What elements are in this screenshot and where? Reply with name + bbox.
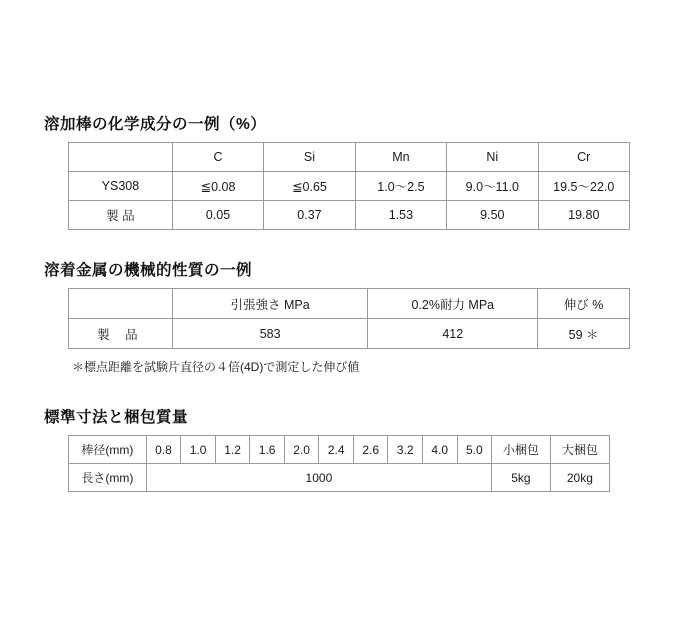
table-header-row	[69, 143, 630, 172]
cell-diameter-6: 2.6	[353, 436, 388, 464]
cell-diameter-1: 1.0	[181, 436, 216, 464]
table-chemical-composition	[68, 142, 630, 230]
cell-product-tensile-strength: 583	[172, 319, 368, 349]
header-cell-cr: Cr	[538, 143, 629, 172]
cell-small-package-weight: 5kg	[492, 464, 551, 492]
cell-diameter-4: 2.0	[284, 436, 319, 464]
row-label-length: 長さ(mm)	[69, 464, 147, 492]
footnote-elongation: ＊標点距離を試験片直径の４倍(4D)で測定した伸び値	[72, 360, 360, 374]
cell-ys308-ni: 9.0〜11.0	[447, 172, 538, 201]
header-cell-tensile-strength: 引張強さ MPa	[172, 289, 368, 319]
row-label-product: 製 品	[69, 201, 173, 230]
table-header-row	[69, 289, 630, 319]
cell-product-elongation: 59 ＊	[538, 319, 630, 349]
header-cell-small-package: 小梱包	[492, 436, 551, 464]
section-mechanical-properties	[0, 258, 698, 375]
section-title-mechanical: 溶着金属の機械的性質の一例	[44, 262, 253, 279]
section-title-sizes: 標準寸法と梱包質量	[44, 409, 189, 426]
cell-large-package-weight: 20kg	[550, 464, 609, 492]
header-cell-ni: Ni	[447, 143, 538, 172]
header-cell-proof-stress: 0.2%耐力 MPa	[368, 289, 538, 319]
table-header-row	[69, 436, 610, 464]
cell-product-mn: 1.53	[355, 201, 446, 230]
header-cell-si: Si	[264, 143, 355, 172]
table-row	[69, 201, 630, 230]
cell-product-proof-stress: 412	[368, 319, 538, 349]
header-cell-mn: Mn	[355, 143, 446, 172]
table-standard-sizes	[68, 435, 610, 492]
cell-product-cr: 19.80	[538, 201, 629, 230]
section-chemical-composition	[0, 112, 698, 230]
cell-length-value: 1000	[146, 464, 491, 492]
cell-ys308-c: ≦0.08	[172, 172, 263, 201]
table-mechanical-properties	[68, 288, 630, 349]
cell-product-si: 0.37	[264, 201, 355, 230]
header-cell-elongation: 伸び %	[538, 289, 630, 319]
cell-diameter-3: 1.6	[250, 436, 285, 464]
table-row	[69, 172, 630, 201]
row-label-diameter: 棒径(mm)	[69, 436, 147, 464]
cell-product-ni: 9.50	[447, 201, 538, 230]
cell-ys308-cr: 19.5〜22.0	[538, 172, 629, 201]
cell-diameter-7: 3.2	[388, 436, 423, 464]
cell-ys308-mn: 1.0〜2.5	[355, 172, 446, 201]
cell-diameter-5: 2.4	[319, 436, 354, 464]
section-title-chemical: 溶加棒の化学成分の一例（%）	[44, 116, 267, 133]
row-label-product: 製 品	[69, 319, 173, 349]
cell-ys308-si: ≦0.65	[264, 172, 355, 201]
header-cell-blank	[69, 143, 173, 172]
section-standard-sizes	[0, 405, 698, 492]
row-label-ys308: YS308	[69, 172, 173, 201]
cell-diameter-9: 5.0	[457, 436, 492, 464]
table-row	[69, 464, 610, 492]
header-cell-c: C	[172, 143, 263, 172]
header-cell-blank	[69, 289, 173, 319]
table-row	[69, 319, 630, 349]
cell-product-c: 0.05	[172, 201, 263, 230]
cell-diameter-0: 0.8	[146, 436, 181, 464]
cell-diameter-2: 1.2	[215, 436, 250, 464]
header-cell-large-package: 大梱包	[550, 436, 609, 464]
cell-diameter-8: 4.0	[423, 436, 458, 464]
